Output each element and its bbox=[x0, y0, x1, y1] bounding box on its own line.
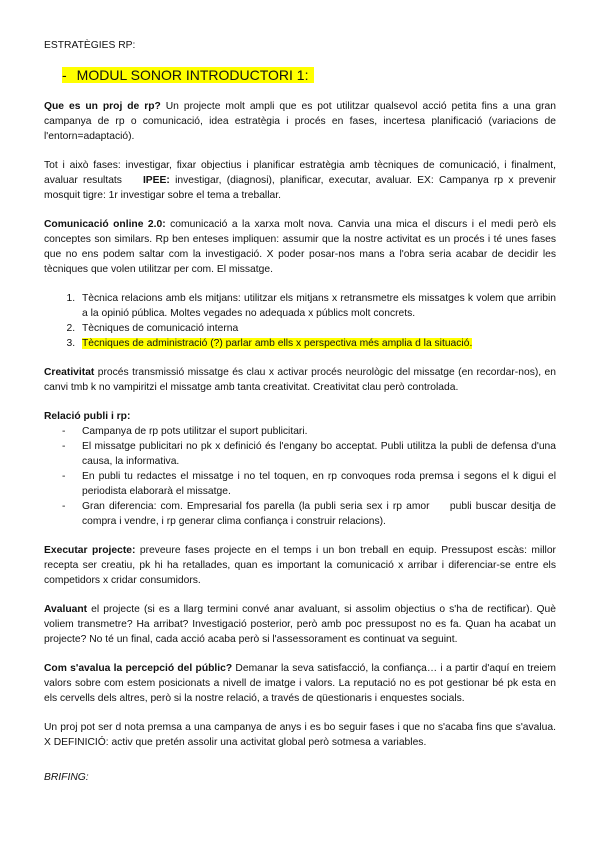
list-item: - Gran diferencia: com. Empresarial fos parella (la publi seria sex i rp amor publi buscar desitja de compra i vendre, i rp generar clima confiança i construir relacions). bbox=[78, 499, 556, 529]
paragraph-comunicacio-online bbox=[44, 217, 556, 277]
section-heading-relacio: Relació publi i rp: bbox=[44, 411, 131, 422]
numbered-list bbox=[44, 291, 556, 351]
highlighted-text: Tècniques de administració (?) parlar amb ells x perspectiva més amplia d la situació. bbox=[82, 338, 473, 349]
paragraph-lead: Executar projecte: bbox=[44, 545, 136, 556]
paragraph-executar bbox=[44, 543, 556, 588]
paragraph-lead: Comunicació online 2.0: bbox=[44, 219, 166, 230]
paragraph-text: Tot i això fases: investigar, fixar objectius i planificar estratègia amb tècniques de comunicació, i finalment, avaluar resultats bbox=[44, 160, 559, 186]
paragraph-lead: IPEE: bbox=[142, 175, 170, 186]
paragraph-text: preveure fases projecte en el temps i un bon treball en equip. Pressupost escàs: millor recepta ser creatiu, pk hi ha retallades, quan es important la comunicació x arribar i diferenciar-se entre els competidors x cridar consumidors. bbox=[44, 545, 556, 586]
paragraph-text: comunicació a la xarxa molt nova. Canvia una mica el discurs i el medi però els conceptes son similars. Rp ben enteses impliquen: assumir que la nostre activitat es un procés i té unes fases que no ens podem saltar com la investigació. X poder posar-nos mans a l'obra seria acabar de decidir les tècniques que volen utilitzar per com. El missatge. bbox=[44, 219, 557, 275]
paragraph-proj-rp bbox=[44, 99, 556, 144]
dash-list bbox=[44, 424, 559, 529]
module-title bbox=[62, 66, 556, 85]
paragraph-text: Demanar la seva satisfacció, la confiança… i a partir d'aquí en treiem valors sobre com estem posicionats a nivell de imatge i valors. La reputació no es pot gestionar bé pk esta en els cervells dels altres, però si la nostre relació, a través de qüestionaris i enquestes socials. bbox=[44, 663, 556, 704]
paragraph-text: investigar, (diagnosi), planificar, executar, avaluar. EX: Campanya rp x prevenir mosquit tigre: 1r investigar sobre el tema a treballar. bbox=[44, 175, 556, 201]
paragraph-text: Un projecte molt ampli que es pot utilitzar qualsevol acció petita fins a una gran campanya de rp o comunicació, idea estratègia i procés en fases, incertesa planificació (variacions de l'entorn=adaptació). bbox=[44, 101, 556, 142]
paragraph-creativitat bbox=[44, 365, 556, 395]
paragraph-lead: Com s'avalua la percepció del públic? bbox=[44, 663, 233, 674]
list-item-highlighted bbox=[78, 336, 556, 351]
paragraph-text: el projecte (si es a llarg termini convé anar avaluant, si assolim objectius o s'ha de rectificar). Què voliem transmetre? Ha arribat? Investigació posterior, però amb poc pressupost no es fa. Quan ha acabat un projecte? No té un final, cada acció acaba però si l'assessorament es continuat va seguint. bbox=[44, 604, 556, 645]
list-item: - Campanya de rp pots utilitzar el suport publicitari. bbox=[78, 424, 556, 439]
paragraph-lead: Que es un proj de rp? bbox=[44, 101, 161, 112]
list-item: - El missatge publicitari no pk x definició és l'engany bo acceptat. Publi utilitza la publi de defensa d'una causa, la informativa. bbox=[78, 439, 556, 469]
paragraph-text: procés transmissió missatge és clau x activar procés neurològic del missatge (en recordar-nos), en canvi tmb k no vampiritzi el missatge amb tanta creativitat. Creativitat clau però controlada. bbox=[44, 367, 556, 393]
paragraph-avaluant bbox=[44, 602, 556, 647]
paragraph-lead: Avaluant bbox=[44, 604, 88, 615]
list-item: 1. Tècnica relacions amb els mitjans: utilitzar els mitjans x retransmetre els missatges k volem que arribin a la opinió pública. Moltes vegades no adequada x públics molt concrets. bbox=[78, 291, 556, 321]
doc-heading: ESTRATÈGIES RP: bbox=[44, 40, 136, 51]
list-item: 2. Tècniques de comunicació interna bbox=[78, 321, 556, 336]
paragraph-fases bbox=[44, 158, 559, 203]
module-title-text: MODUL SONOR INTRODUCTORI 1: bbox=[76, 67, 309, 83]
paragraph-definicio: Un proj pot ser d nota premsa a una campanya de anys i es bo seguir fases i que no s'acaba fins que s'avalua. X DEFINICIÓ: activ que pretén assolir una activitat global però sotmesa a variables. bbox=[44, 722, 556, 748]
paragraph-percepcio bbox=[44, 661, 556, 706]
module-dash: - bbox=[62, 67, 67, 83]
list-item: - En publi tu redactes el missatge i no tel toquen, en rp convoques roda premsa i segons el k digui el periodista elaborarà el missatge. bbox=[78, 469, 556, 499]
paragraph-lead: Creativitat bbox=[44, 367, 95, 378]
briefing-heading: BRIFING: bbox=[44, 772, 89, 783]
module-highlight bbox=[62, 67, 314, 83]
